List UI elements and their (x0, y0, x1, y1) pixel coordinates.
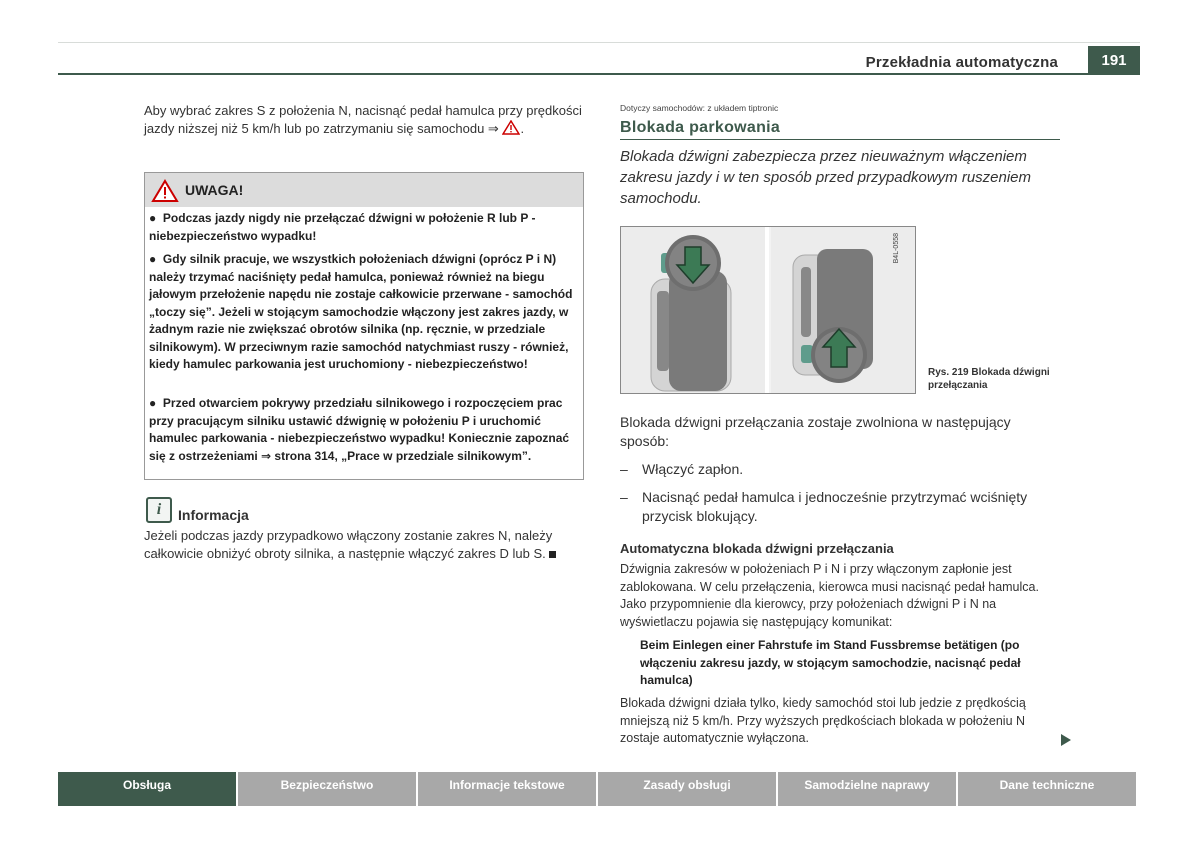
info-text: Jeżeli podczas jazdy przypadkowo włączony zostanie zakres N, należy całkowicie obniżyć obroty silnika, a następnie włączyć zakres D lub S. (144, 528, 553, 561)
warning-box (144, 172, 584, 480)
warning-item-text: Gdy silnik pracuje, we wszystkich położeniach dźwigni (oprócz P i N) należy trzymać naciśnięty pedał hamulca, ponieważ również na biegu jałowym przełożenie napędu nie zostaje całkowicie przerwane - samochód „toczy się”. Jeżeli w stojącym samochodzie włączony jest zakres jazdy, w żadnym razie nie zwiększać obrotów silnika (np. ręcznie, w przedziale silnikowym). W przeciwnym razie samochód natychmiast ruszy - również, kiedy hamulec parkowania jest uruchomiony - niebezpieczeństwo! (149, 252, 573, 371)
header-rule (58, 73, 1140, 75)
warning-item: ● Podczas jazdy nigdy nie przełączać dźwigni w położenie R lub P - niebezpieczeństwo wypadku! (149, 211, 536, 243)
tab-samodzielne-naprawy[interactable]: Samodzielne naprawy (778, 772, 956, 806)
figure-caption: Rys. 219 Blokada dźwigni przełączania (928, 367, 1050, 391)
display-message: Beim Einlegen einer Fahrstufe im Stand Fussbremse betätigen (po włączeniu zakresu jazdy, w stojącym samochodzie, nacisnąć pedał hamulca) (640, 638, 1021, 687)
figure-gear-lever (620, 226, 916, 394)
subheading: Automatyczna blokada dźwigni przełączania (620, 541, 894, 556)
heading-rule (620, 139, 1060, 140)
end-square-icon (549, 551, 556, 558)
step-text: Nacisnąć pedał hamulca i jednocześnie przytrzymać wciśnięty przycisk blokujący. (642, 489, 1028, 524)
gear-lever-illustration (621, 227, 915, 393)
step-item: – Nacisnąć pedał hamulca i jednocześnie przytrzymać wciśnięty przycisk blokujący. (620, 488, 1040, 526)
step-item: – Włączyć zapłon. (620, 461, 744, 477)
section-heading: Blokada parkowania (620, 119, 781, 136)
intro-paragraph: Aby wybrać zakres S z położenia N, nacisnąć pedał hamulca przy prędkości jazdy niższej niż 5 km/h lub po zatrzymaniu się samochodu ⇒ . (144, 103, 582, 136)
top-rule (58, 42, 1140, 43)
auto-lock-paragraph: Dźwignia zakresów w położeniach P i N i przy włączonym zapłonie jest zablokowana. W celu przełączenia, kierowca musi nacisnąć pedał hamulca. Jako przypomnienie dla kierowcy, przy położeniach dźwigni P i N na wyświetlaczu pojawia się następujący komunikat: (620, 562, 1039, 629)
warning-item-text: Podczas jazdy nigdy nie przełączać dźwigni w położenie R lub P - niebezpieczeństwo wypadku! (149, 211, 536, 243)
warning-icon (151, 179, 179, 203)
tab-dane-techniczne[interactable]: Dane techniczne (958, 772, 1136, 806)
warning-title: UWAGA! (185, 182, 244, 198)
tab-informacje-tekstowe[interactable]: Informacje tekstowe (418, 772, 596, 806)
section-title: Przekładnia automatyczna (865, 54, 1058, 71)
applies-to-label: Dotyczy samochodów: z układem tiptronic (620, 103, 779, 113)
warning-item-text: Przed otwarciem pokrywy przedziału silnikowego i rozpoczęciem prac przy pracującym silniku ustawić dźwignię w położeniu P i uruchomić hamulec parkowania - niebezpieczeństwo wypadku! Koniecznie zapoznać się z ostrzeżeniami ⇒ strona 314, „Prace w przedziale silnikowym”. (149, 396, 570, 463)
continue-arrow-icon (1061, 734, 1071, 746)
lead-paragraph: Blokada dźwigni zabezpiecza przez nieuważnym włączeniem zakresu jazdy i w ten sposób przed przypadkowym ruszeniem samochodu. (620, 148, 1032, 207)
tab-zasady-obslugi[interactable]: Zasady obsługi (598, 772, 776, 806)
page-number: 191 (1088, 46, 1140, 75)
final-paragraph: Blokada dźwigni działa tylko, kiedy samochód stoi lub jedzie z prędkością mniejszą niż 5 km/h. Przy wyższych prędkościach blokada w położeniu N zostaje automatycznie wyłączona. (620, 696, 1026, 745)
info-title: Informacja (178, 507, 249, 523)
info-icon: i (146, 497, 172, 523)
info-paragraph (144, 527, 584, 562)
warning-item: ● Przed otwarciem pokrywy przedziału silnikowego i rozpoczęciem prac przy pracującym silniku ustawić dźwignię w położeniu P i uruchomić hamulec parkowania - niebezpieczeństwo wypadku! Koniecznie zapoznać się z ostrzeżeniami ⇒ strona 314, „Prace w przedziale silnikowym”. (149, 396, 570, 463)
release-paragraph: Blokada dźwigni przełączania zostaje zwolniona w następujący sposób: (620, 414, 1011, 449)
figure-code: B4L-0558 (893, 233, 900, 264)
footer-nav (58, 772, 1136, 806)
warning-triangle-icon (502, 120, 520, 135)
intro-text: Aby wybrać zakres S z położenia N, nacisnąć pedał hamulca przy prędkości jazdy niższej niż 5 km/h lub po zatrzymaniu się samochodu ⇒ (144, 103, 582, 136)
warning-item: ● Gdy silnik pracuje, we wszystkich położeniach dźwigni (oprócz P i N) należy trzymać naciśnięty pedał hamulca, ponieważ również na biegu jałowym przełożenie napędu nie zostaje całkowicie przerwane - samochód „toczy się”. Jeżeli w stojącym samochodzie włączony jest zakres jazdy, w żadnym razie nie zwiększać obrotów silnika (np. ręcznie, w przedziale silnikowym). W przeciwnym razie samochód natychmiast ruszy - również, kiedy hamulec parkowania jest uruchomiony - niebezpieczeństwo! (149, 252, 573, 371)
tab-obsluga[interactable]: Obsługa (58, 772, 236, 806)
tab-bezpieczenstwo[interactable]: Bezpieczeństwo (238, 772, 416, 806)
step-text: Włączyć zapłon. (642, 461, 744, 477)
